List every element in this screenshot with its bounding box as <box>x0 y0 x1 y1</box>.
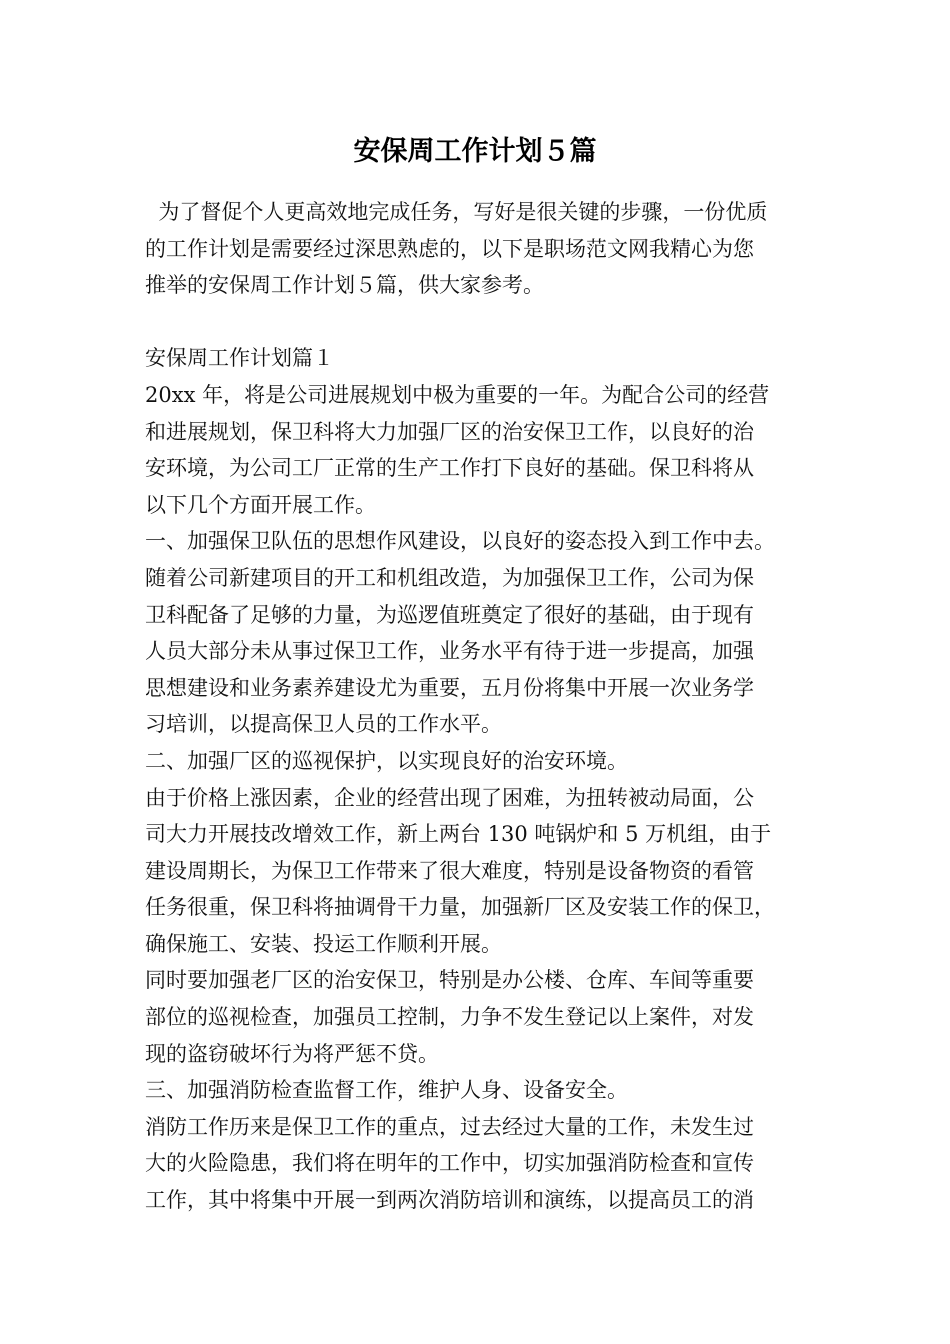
section-heading: 安保周工作计划篇１ <box>145 346 334 371</box>
subsection-heading: 二、加强厂区的巡视保护，以实现良好的治安环境。 <box>145 748 628 773</box>
blank-line <box>145 304 815 341</box>
body-line: 同时要加强老厂区的治安保卫，特别是办公楼、仓库、车间等重要 <box>145 968 754 993</box>
body-line: 思想建设和业务素养建设尤为重要，五月份将集中开展一次业务学 <box>145 675 754 700</box>
body-line: 和进展规划，保卫科将大力加强厂区的治安保卫工作，以良好的治 <box>145 419 754 444</box>
body-line: 习培训，以提高保卫人员的工作水平。 <box>145 712 502 737</box>
body-line: 任务很重，保卫科将抽调骨干力量，加强新厂区及安装工作的保卫， <box>145 895 775 920</box>
body-line: 现的盗窃破坏行为将严惩不贷。 <box>145 1041 439 1066</box>
body-line: 消防工作历来是保卫工作的重点，过去经过大量的工作，未发生过 <box>145 1114 754 1139</box>
subsection-heading: 一、加强保卫队伍的思想作风建设，以良好的姿态投入到工作中去。 <box>145 529 775 554</box>
document-body <box>145 194 815 1219</box>
body-line: 大的火险隐患，我们将在明年的工作中，切实加强消防检查和宣传 <box>145 1151 754 1176</box>
body-line: 人员大部分未从事过保卫工作，业务水平有待于进一步提高，加强 <box>145 639 754 664</box>
document-title: 安保周工作计划５篇 <box>353 136 597 167</box>
body-line: 安环境，为公司工厂正常的生产工作打下良好的基础。保卫科将从 <box>145 456 754 481</box>
body-line: 建设周期长，为保卫工作带来了很大难度，特别是设备物资的看管 <box>145 858 754 883</box>
body-line: 由于价格上涨因素，企业的经营出现了困难，为扭转被动局面，公 <box>145 785 754 810</box>
body-line: 推举的安保周工作计划５篇，供大家参考。 <box>145 273 544 298</box>
body-line: 部位的巡视检查，加强员工控制，力争不发生登记以上案件，对发 <box>145 1005 754 1030</box>
body-line: 为了督促个人更高效地完成任务，写好是很关键的步骤，一份优质 <box>145 200 768 224</box>
subsection-heading: 三、加强消防检查监督工作，维护人身、设备安全。 <box>145 1078 628 1103</box>
body-line: 卫科配备了足够的力量，为巡逻值班奠定了很好的基础，由于现有 <box>145 602 754 627</box>
body-line: 20xx 年，将是公司进展规划中极为重要的一年。为配合公司的经营 <box>145 382 770 407</box>
body-line: 以下几个方面开展工作。 <box>145 492 376 517</box>
body-line: 工作，其中将集中开展一到两次消防培训和演练，以提高员工的消 <box>145 1188 754 1213</box>
body-line: 随着公司新建项目的开工和机组改造，为加强保卫工作，公司为保 <box>145 565 754 590</box>
body-line: 司大力开展技改增效工作，新上两台 130 吨锅炉和 5 万机组，由于 <box>145 822 772 847</box>
body-line: 的工作计划是需要经过深思熟虑的，以下是职场范文网我精心为您 <box>145 236 754 261</box>
body-line: 确保施工、安装、投运工作顺利开展。 <box>145 931 502 956</box>
